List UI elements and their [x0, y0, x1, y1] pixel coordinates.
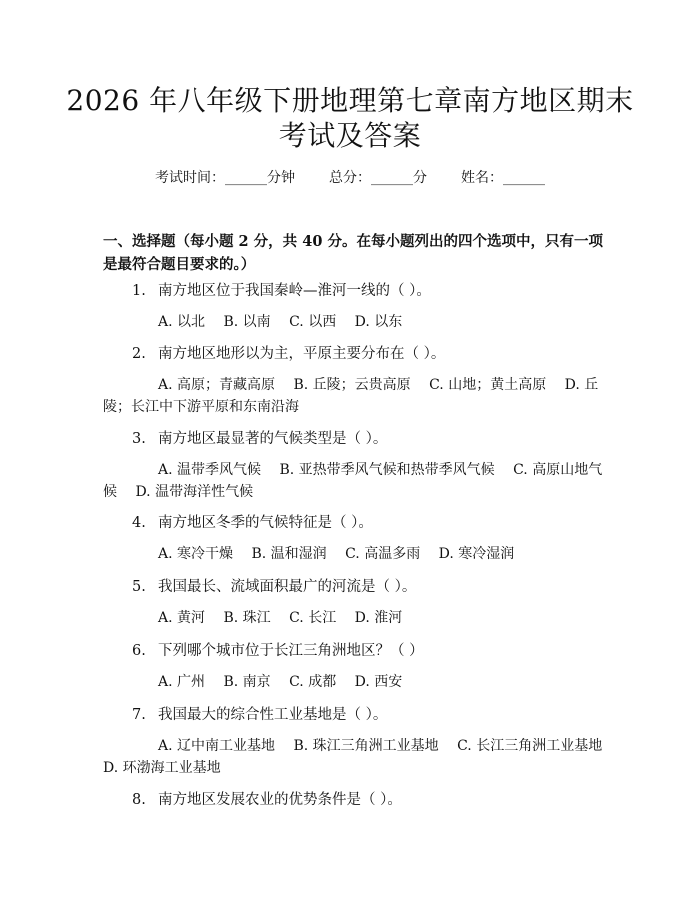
question-number: 2.: [132, 346, 146, 362]
question-number: 8.: [132, 792, 146, 808]
question-number: 6.: [132, 643, 146, 659]
question-text: 南方地区位于我国秦岭—淮河一线的（ ）。: [158, 283, 431, 299]
question-4-options: A. 寒冷干燥 B. 温和湿润 C. 高温多雨 D. 寒冷湿润: [158, 546, 515, 562]
question-text: 南方地区发展农业的优势条件是（ ）。: [158, 792, 402, 808]
question-number: 4.: [132, 515, 146, 531]
question-1-options: A. 以北 B. 以南 C. 以西 D. 以东: [158, 314, 403, 330]
page-title-line1: 2026 年八年级下册地理第七章南方地区期末: [66, 84, 634, 117]
question-text: 我国最大的综合性工业基地是（ ）。: [158, 707, 388, 723]
question-text: 南方地区地形以为主，平原主要分布在（ ）。: [158, 346, 446, 362]
question-number: 1.: [132, 283, 146, 299]
question-2-options: A. 高原；青藏高原 B. 丘陵；云贵高原 C. 山地；黄土高原 D. 丘陵；长江中下游平原和东南沿海: [103, 377, 599, 415]
exam-time-field: 考试时间：______分钟: [155, 170, 295, 186]
question-number: 5.: [132, 579, 146, 595]
question-number: 7.: [132, 707, 146, 723]
question-text: 南方地区冬季的气候特征是（ ）。: [158, 515, 373, 531]
question-8: [132, 789, 402, 811]
question-5: [132, 576, 416, 598]
question-number: 3.: [132, 431, 146, 447]
question-5-options: A. 黄河 B. 珠江 C. 长江 D. 淮河: [158, 610, 403, 626]
question-1: [132, 280, 431, 302]
question-3: [132, 428, 387, 450]
section-heading-multiple-choice: 一、选择题（每小题 2 分，共 40 分。在每小题列出的四个选项中，只有一项是最符合题目要求的。）: [103, 233, 603, 273]
page-title-line2: 考试及答案: [278, 119, 422, 152]
question-3-options: A. 温带季风气候 B. 亚热带季风气候和热带季风气候 C. 高原山地气候 D. 温带海洋性气候: [103, 462, 603, 500]
question-text: 南方地区最显著的气候类型是（ ）。: [158, 431, 388, 447]
question-2: [132, 343, 445, 365]
question-4: [132, 512, 373, 534]
total-score-field: 总分：______分: [329, 170, 427, 186]
question-6-options: A. 广州 B. 南京 C. 成都 D. 西安: [158, 674, 403, 690]
exam-meta-line: [0, 168, 700, 188]
question-6: [132, 640, 424, 662]
student-name-field: 姓名：______: [461, 170, 545, 186]
question-text: 下列哪个城市位于长江三角洲地区？（ ）: [158, 643, 424, 659]
question-7: [132, 704, 387, 726]
question-7-options: A. 辽中南工业基地 B. 珠江三角洲工业基地 C. 长江三角洲工业基地 D. 环渤海工业基地: [103, 738, 621, 776]
question-text: 我国最长、流域面积最广的河流是（ ）。: [158, 579, 417, 595]
